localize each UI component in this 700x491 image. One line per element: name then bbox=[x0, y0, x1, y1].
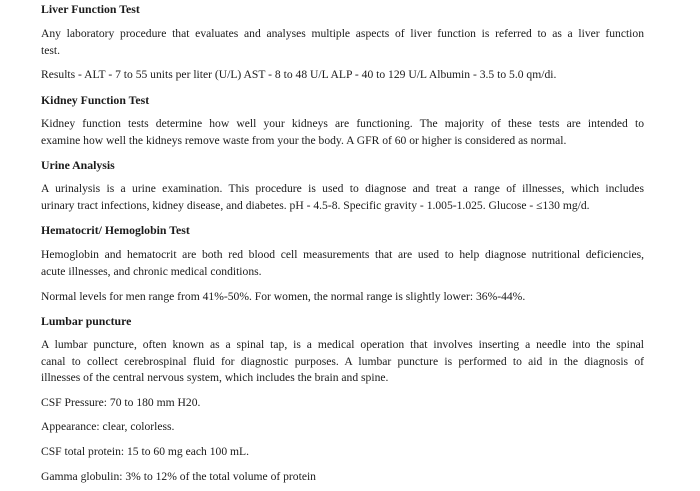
csf-appearance: Appearance: clear, colorless. bbox=[41, 420, 175, 433]
hematocrit-normal-levels: Normal levels for men range from 41%-50%. For women, the normal range is slightly lower: 36%-44%. bbox=[41, 290, 526, 303]
hematocrit-desc-line2: acute illnesses, and chronic medical conditions. bbox=[41, 265, 262, 278]
liver-desc-line2: test. bbox=[41, 44, 60, 57]
liver-results: Results - ALT - 7 to 55 units per liter (U/L) AST - 8 to 48 U/L ALP - 40 to 129 U/L Albumin - 3.5 to 5.0 qm/di. bbox=[41, 68, 557, 81]
kidney-heading: Kidney Function Test bbox=[41, 93, 150, 107]
urine-desc-line1: A urinalysis is a urine examination. This procedure is used to diagnose and treat a range of illnesses, which includes bbox=[41, 182, 644, 195]
hematocrit-heading: Hematocrit/ Hemoglobin Test bbox=[41, 223, 190, 237]
csf-pressure: CSF Pressure: 70 to 180 mm H20. bbox=[41, 396, 201, 409]
hematocrit-desc-line1: Hemoglobin and hematocrit are both red blood cell measurements that are used to help diagnose nutritional deficiencies, bbox=[41, 248, 644, 261]
lumbar-desc-line2: canal to collect cerebrospinal fluid for diagnostic purposes. A lumbar puncture is performed to aid in the diagnosis of bbox=[41, 355, 644, 368]
urine-heading: Urine Analysis bbox=[41, 158, 115, 172]
lumbar-heading: Lumbar puncture bbox=[41, 314, 132, 328]
csf-total-protein: CSF total protein: 15 to 60 mg each 100 mL. bbox=[41, 445, 250, 458]
kidney-desc-line2: examine how well the kidneys remove waste from your the body. A GFR of 60 or higher is considered as normal. bbox=[41, 134, 567, 147]
gamma-globulin: Gamma globulin: 3% to 12% of the total volume of protein bbox=[41, 470, 316, 483]
lumbar-desc-line3: illnesses of the central nervous system, which includes the brain and spine. bbox=[41, 371, 389, 384]
lumbar-desc-line1: A lumbar puncture, often known as a spinal tap, is a medical operation that involves inserting a needle into the spinal bbox=[41, 338, 644, 351]
urine-desc-line2: urinary tract infections, kidney disease, and diabetes. pH - 4.5-8. Specific gravity - 1.005-1.025. Glucose - ≤130 mg/d. bbox=[41, 199, 590, 212]
liver-desc-line1: Any laboratory procedure that evaluates and analyses multiple aspects of liver function is referred to as a liver function bbox=[41, 27, 644, 40]
kidney-desc-line1: Kidney function tests determine how well your kidneys are functioning. The majority of these tests are intended to bbox=[41, 117, 644, 130]
liver-heading: Liver Function Test bbox=[41, 2, 140, 16]
